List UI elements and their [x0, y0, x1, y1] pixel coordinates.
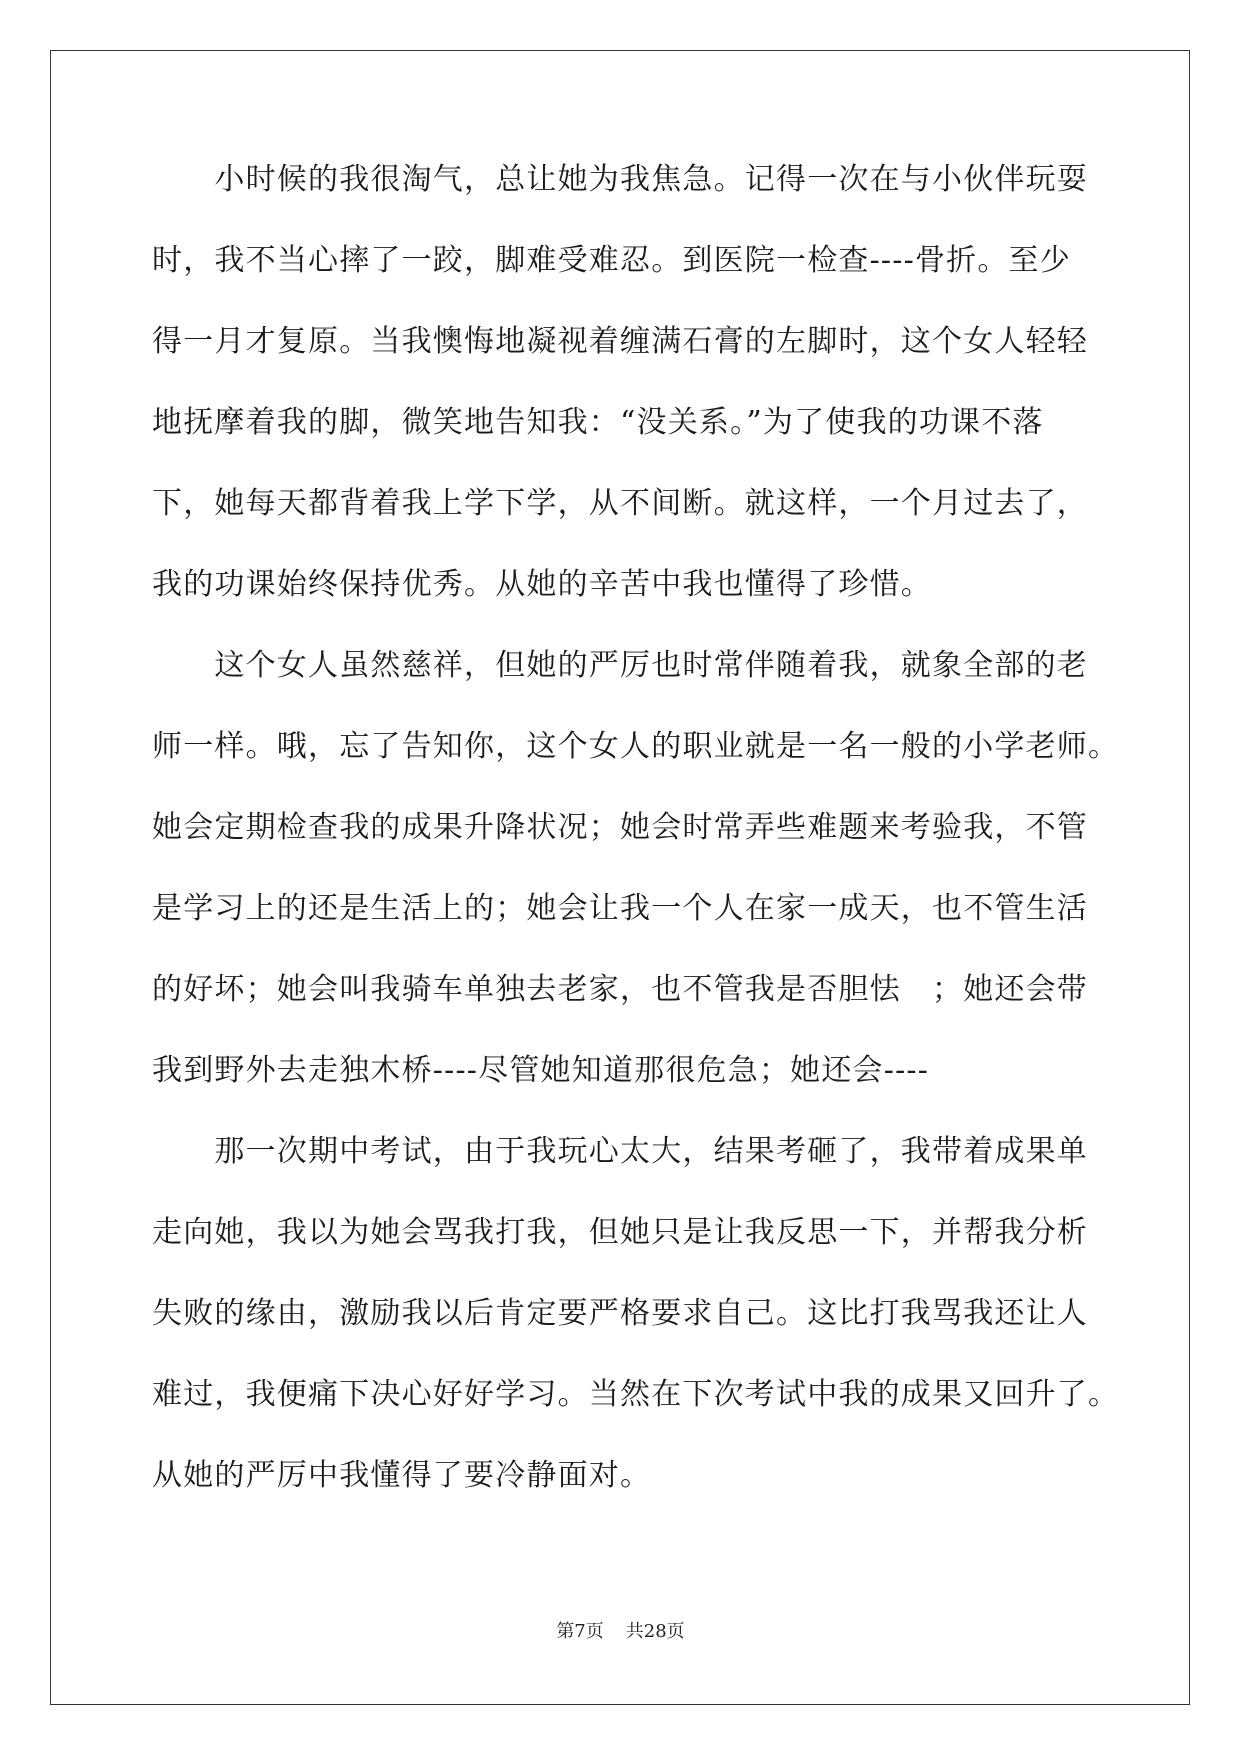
- document-body: [152, 162, 1120, 1542]
- text-line: 我的功课始终保持优秀。从她的辛苦中我也懂得了珍惜。: [152, 567, 932, 602]
- page-number-current: 第7页: [556, 1621, 604, 1642]
- text-line: 从她的严厉中我懂得了要冷静面对。: [152, 1458, 652, 1493]
- text-line: 难过，我便痛下决心好好学习。当然在下次考试中我的成果又回升了。: [152, 1377, 1120, 1412]
- text-line: 是学习上的还是生活上的；她会让我一个人在家一成天，也不管生活: [152, 891, 1088, 926]
- text-line: 我到野外去走独木桥----尽管她知道那很危急；她还会----: [152, 1053, 930, 1088]
- text-line: 那一次期中考试，由于我玩心太大，结果考砸了，我带着成果单: [152, 1134, 1088, 1169]
- text-line: 时，我不当心摔了一跤，脚难受难忍。到医院一检查----骨折。至少: [152, 243, 1071, 278]
- text-line: 的好坏；她会叫我骑车单独去老家，也不管我是否胆怯 ；她还会带: [152, 972, 1088, 1007]
- text-line: 失败的缘由，激励我以后肯定要严格要求自己。这比打我骂我还让人: [152, 1296, 1088, 1331]
- text-line: 得一月才复原。当我懊悔地凝视着缠满石膏的左脚时，这个女人轻轻: [152, 324, 1088, 359]
- text-line: 这个女人虽然慈祥，但她的严厉也时常伴随着我，就象全部的老: [152, 648, 1088, 683]
- page-number-total: 共28页: [625, 1621, 685, 1642]
- text-line: 走向她，我以为她会骂我打我，但她只是让我反思一下，并帮我分析: [152, 1215, 1088, 1250]
- text-line: 她会定期检查我的成果升降状况；她会时常弄些难题来考验我，不管: [152, 810, 1088, 845]
- text-line: 师一样。哦，忘了告知你，这个女人的职业就是一名一般的小学老师。: [152, 729, 1120, 764]
- page-footer: [0, 1622, 1241, 1642]
- text-line: 下，她每天都背着我上学下学，从不间断。就这样，一个月过去了，: [152, 486, 1088, 521]
- text-line: 小时候的我很淘气，总让她为我焦急。记得一次在与小伙伴玩耍: [152, 162, 1088, 197]
- text-line: 地抚摩着我的脚，微笑地告知我：“没关系。”为了使我的功课不落: [152, 405, 1044, 440]
